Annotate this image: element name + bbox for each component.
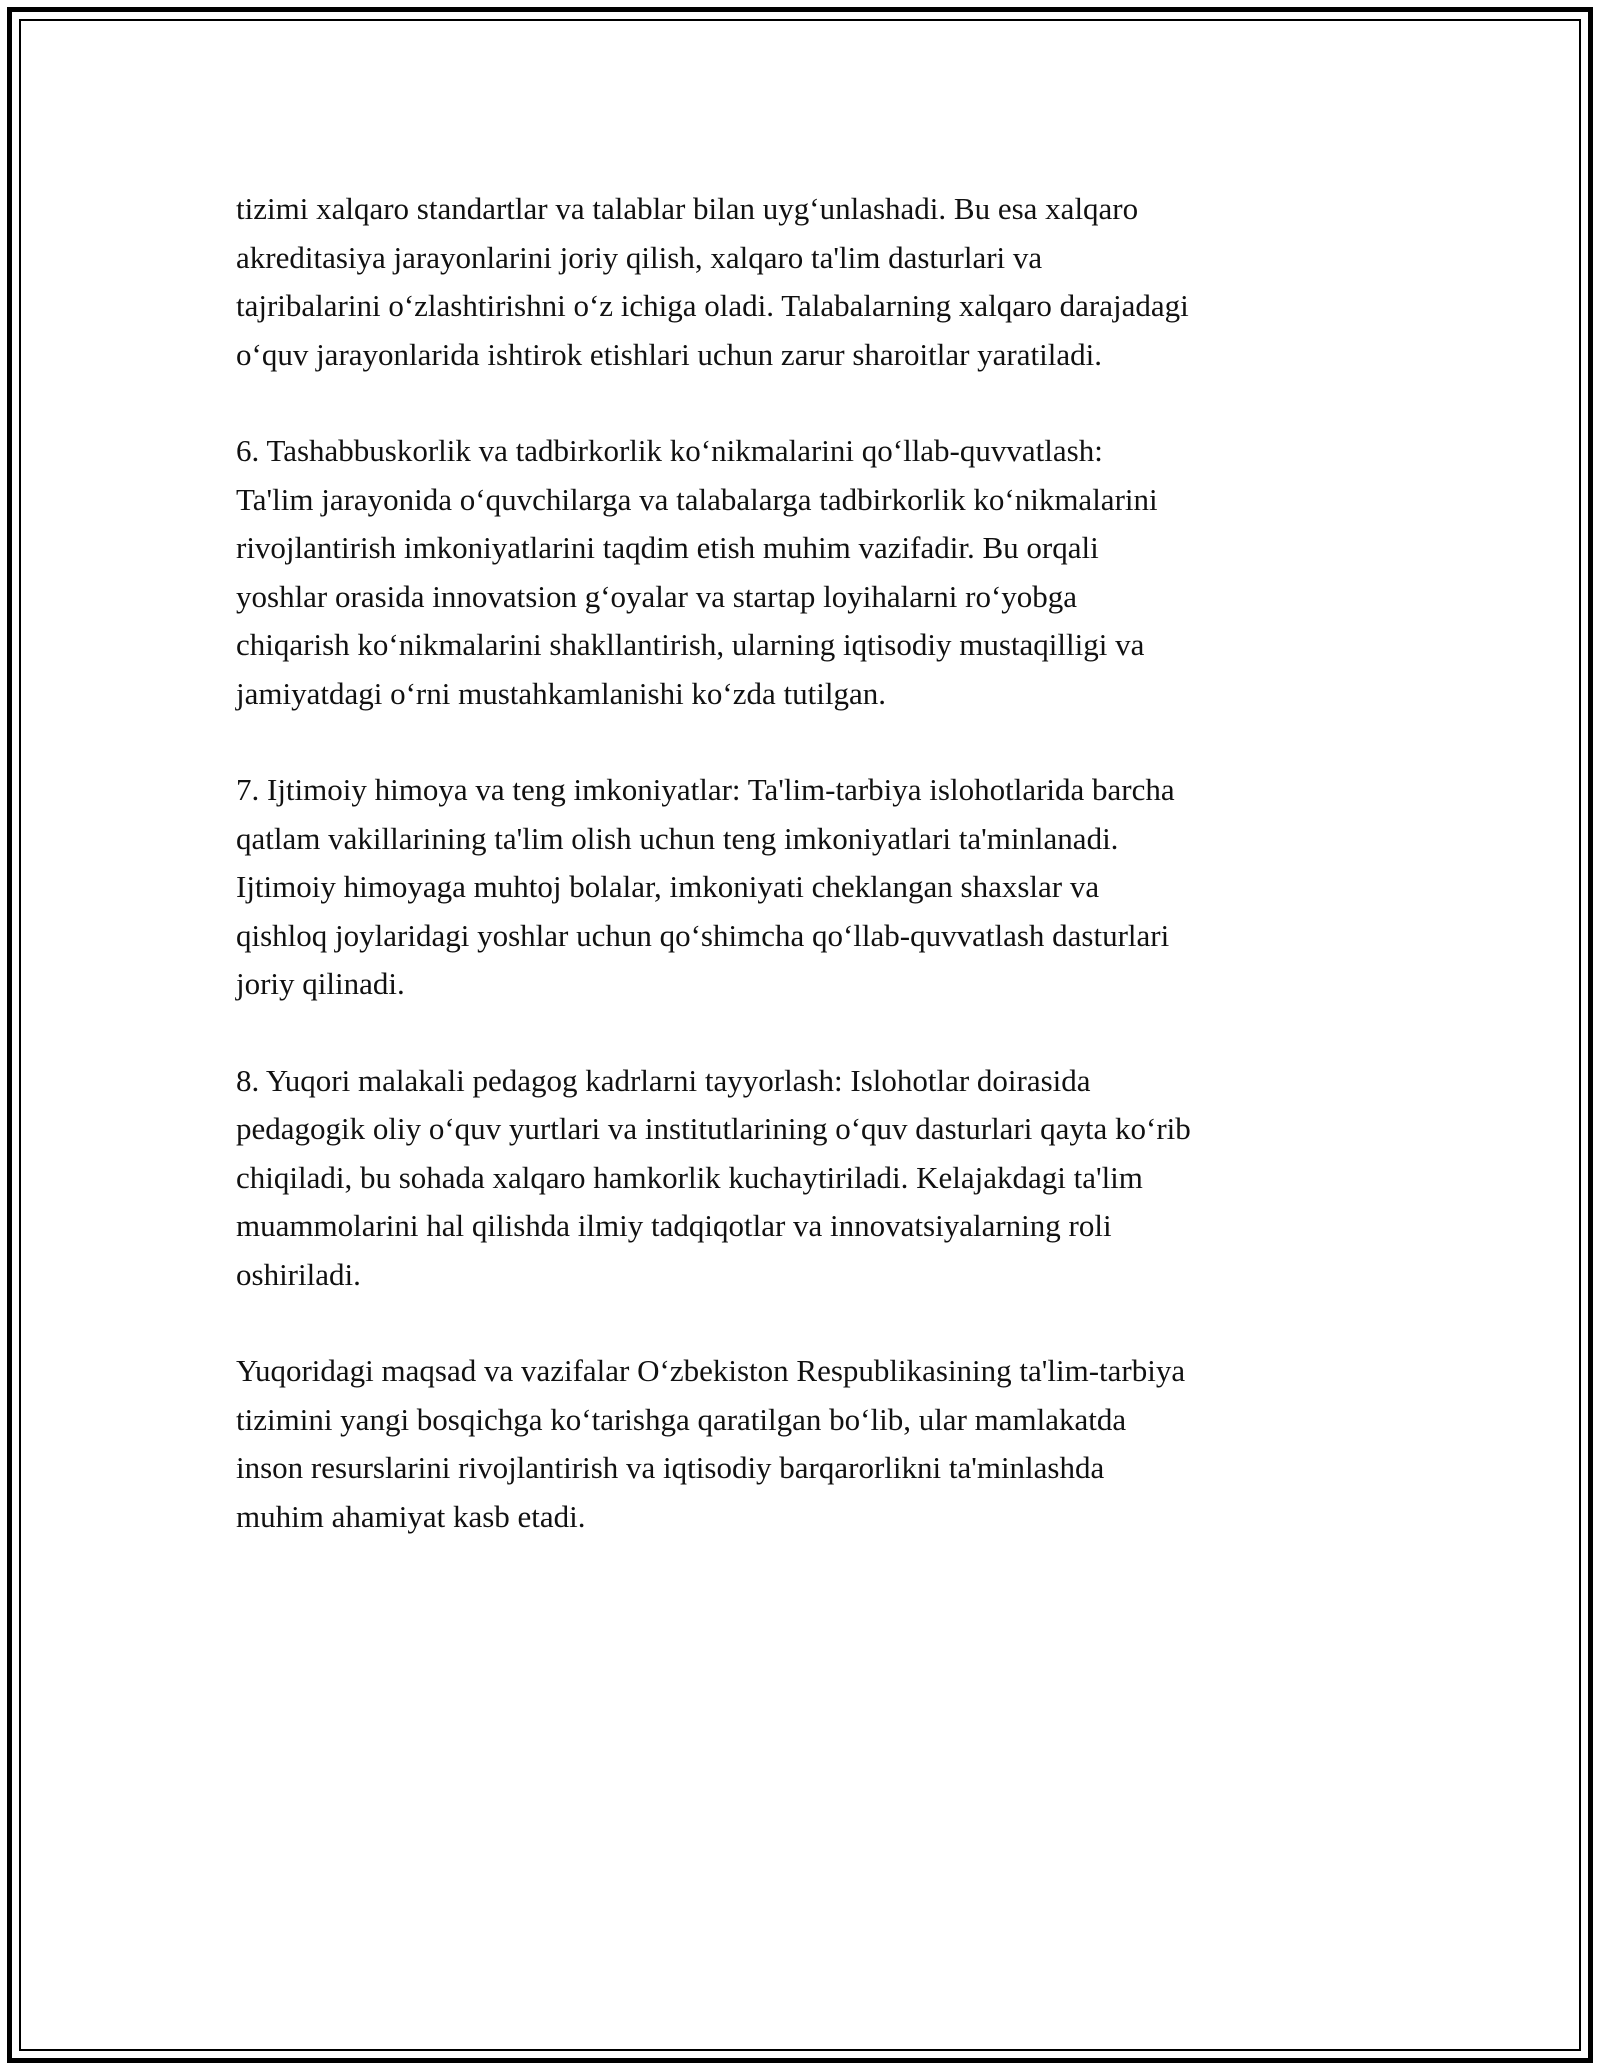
text-line: pedagogik oliy o‘quv yurtlari va institutlarining o‘quv dasturlari qayta ko‘rib xyxy=(236,1111,1191,1146)
text-line: muhim ahamiyat kasb etadi. xyxy=(236,1498,586,1534)
text-line: tajribalarini o‘zlashtirishni o‘z ichiga oladi. Talabalarning xalqaro darajadagi xyxy=(236,288,1189,323)
text-line: 7. Ijtimoiy himoya va teng imkoniyatlar: Ta'lim-tarbiya islohotlarida barcha xyxy=(236,772,1175,807)
text-line: tizimi xalqaro standartlar va talablar bilan uyg‘unlashadi. Bu esa xalqaro xyxy=(236,191,1139,226)
paragraph-item-8-pedagogical-staff xyxy=(236,1057,1386,1300)
paragraph-international-standards xyxy=(236,185,1386,379)
paragraph-item-7-social-protection xyxy=(236,766,1386,1009)
text-line: akreditasiya jarayonlarini joriy qilish, xalqaro ta'lim dasturlari va xyxy=(236,239,1043,275)
text-line: tizimini yangi bosqichga ko‘tarishga qaratilgan bo‘lib, ular mamlakatda xyxy=(236,1401,1127,1437)
text-line: qatlam vakillarining ta'lim olish uchun teng imkoniyatlari ta'minlanadi. xyxy=(236,820,1119,856)
text-line: joriy qilinadi. xyxy=(236,966,405,1001)
text-line: 8. Yuqori malakali pedagog kadrlarni tayyorlash: Islohotlar doirasida xyxy=(236,1062,1091,1098)
text-line: jamiyatdagi o‘rni mustahkamlanishi ko‘zda tutilgan. xyxy=(236,675,886,711)
document-body xyxy=(236,185,1386,1589)
text-line: chiqarish ko‘nikmalarini shakllantirish, ularning iqtisodiy mustaqilligi va xyxy=(236,627,1145,662)
paragraph-item-6-entrepreneurship xyxy=(236,427,1386,718)
text-line: chiqiladi, bu sohada xalqaro hamkorlik kuchaytiriladi. Kelajakdagi ta'lim xyxy=(236,1159,1143,1195)
text-line: o‘quv jarayonlarida ishtirok etishlari uchun zarur sharoitlar yaratiladi. xyxy=(236,336,1102,372)
text-line: yoshlar orasida innovatsion g‘oyalar va startap loyihalarni ro‘yobga xyxy=(236,578,1078,614)
text-line: oshiriladi. xyxy=(236,1256,361,1292)
text-line: Ijtimoiy himoyaga muhtoj bolalar, imkoniyati cheklangan shaxslar va xyxy=(236,869,1100,904)
text-line: Yuqoridagi maqsad va vazifalar O‘zbekiston Respublikasining ta'lim-tarbiya xyxy=(236,1353,1186,1388)
text-line: rivojlantirish imkoniyatlarini taqdim etish muhim vazifadir. Bu orqali xyxy=(236,530,1099,565)
text-line: 6. Tashabbuskorlik va tadbirkorlik ko‘nikmalarini qo‘llab-quvvatlash: xyxy=(236,433,1103,468)
text-line: muammolarini hal qilishda ilmiy tadqiqotlar va innovatsiyalarning roli xyxy=(236,1208,1112,1243)
text-line: qishloq joylaridagi yoshlar uchun qo‘shimcha qo‘llab-quvvatlash dasturlari xyxy=(236,917,1170,953)
paragraph-conclusion xyxy=(236,1347,1386,1541)
text-line: inson resurslarini rivojlantirish va iqtisodiy barqarorlikni ta'minlashda xyxy=(236,1450,1105,1485)
text-line: Ta'lim jarayonida o‘quvchilarga va talabalarga tadbirkorlik ko‘nikmalarini xyxy=(236,481,1158,517)
